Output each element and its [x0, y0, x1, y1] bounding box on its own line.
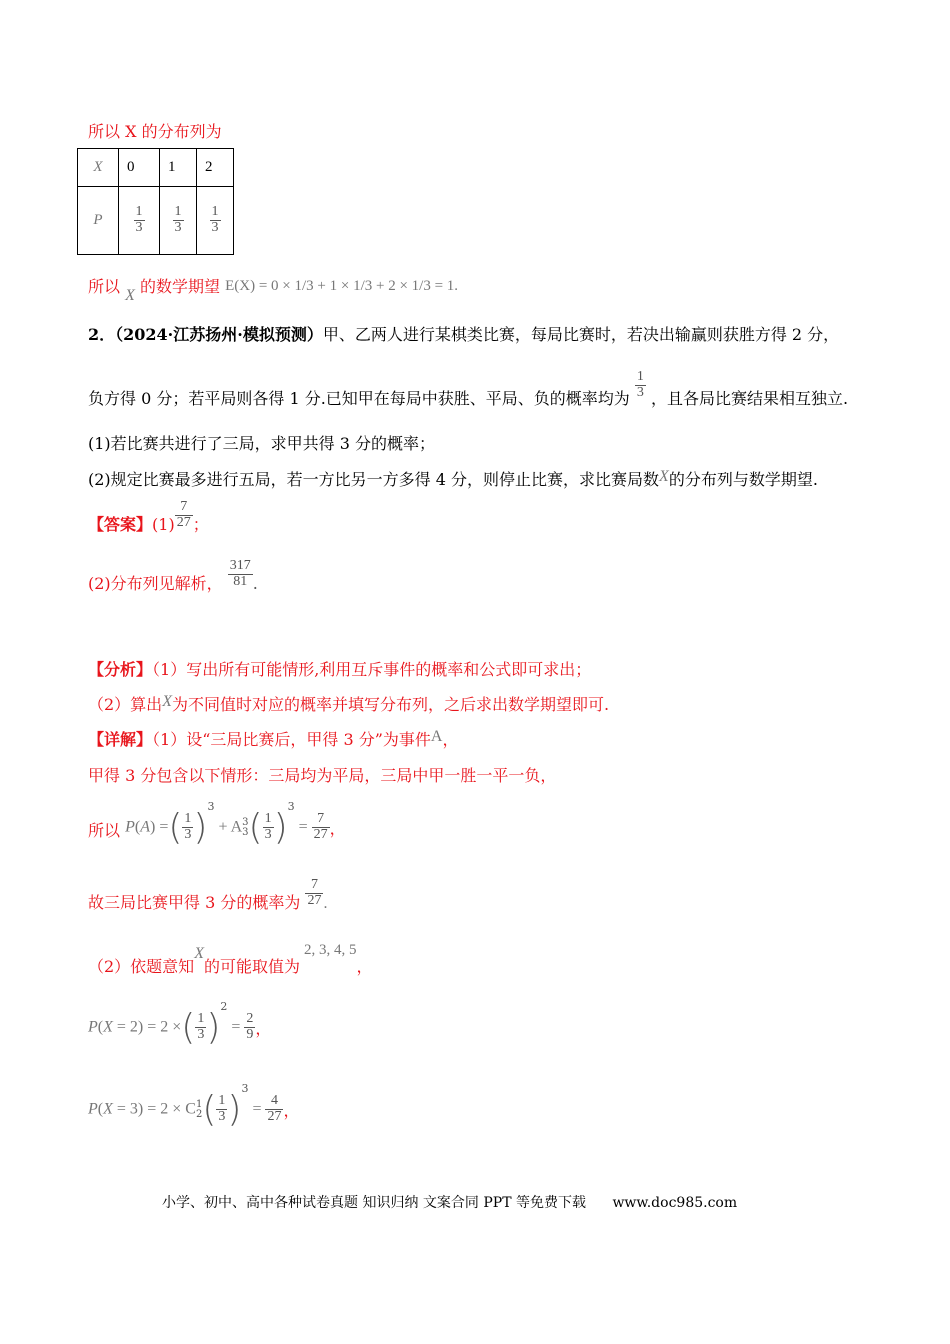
expectation-line: 所以 X 的数学期望 E(X) = 0 × 1/3 + 1 × 1/3 + 2 × 1/3 = 1. [88, 277, 459, 304]
table-cell: $\frac{1}{3}$ [160, 187, 197, 255]
footer [162, 1192, 737, 1212]
footer-text: 小学、初中、高中各种试卷真题 知识归纳 文案合同 PPT 等免费下载 [162, 1195, 586, 1211]
table-cell: $\frac{1}{3}$ [119, 187, 160, 255]
answer-part2: (2)分布列见解析， $\frac{317}{81}$ . [88, 558, 258, 593]
analysis-line2: （2）算出X为不同值时对应的概率并填写分布列，之后求出数学期望即可. [88, 693, 610, 714]
detail-line2: 甲得 3 分包含以下情形：三局均为平局，三局中甲一胜一平一负， [88, 766, 557, 785]
formula-px2: P(X = 2) = 2 ×( $\frac{1}{3}$ )$^2$ = $\frac{2}{9}$ ， [88, 1000, 272, 1048]
answer-part1: 【答案】(1) $\frac{7}{27}$ ； [88, 499, 209, 534]
dist-intro: 所以 X 的分布列为 [88, 122, 222, 141]
formula-pa: 所以 P(A) =( $\frac{1}{3}$ )$^3$ + A3 3( $\frac{1}{3}$ )$^3$ = $\frac{7}{27}$ ， [88, 800, 346, 848]
question-1: (1)若比赛共进行了三局，求甲共得 3 分的概率； [88, 434, 436, 453]
problem-2-line2: 负方得 0 分；若平局则各得 1 分.已知甲在每局中获胜、平局、负的概率均为 $\frac{1}{3}$ ，且各局比赛结果相互独立. [88, 369, 849, 408]
footer-url[interactable]: www.doc985.com [612, 1195, 738, 1211]
table-header-cell: X [78, 149, 119, 187]
table-row-label: P [78, 187, 119, 255]
detail-line1: 【详解】（1）设“三局比赛后，甲得 3 分”为事件A， [88, 728, 459, 749]
distribution-table [77, 148, 234, 255]
question-2: (2)规定比赛最多进行五局，若一方比另一方多得 4 分，则停止比赛，求比赛局数X的分布列与数学期望. [88, 468, 818, 489]
formula-px3: P(X = 3) = 2 × C1 2( $\frac{1}{3}$ )$^3$ = $\frac{4}{27}$ ， [88, 1082, 300, 1130]
expectation-formula: E(X) = 0 × 1/3 + 1 × 1/3 + 2 × 1/3 = 1. [225, 278, 459, 294]
analysis-line1: 【分析】（1）写出所有可能情形,利用互斥事件的概率和公式即可求出； [88, 660, 592, 679]
table-header-cell: 0 [119, 149, 160, 187]
detail-line5: （2）依题意知X的可能取值为2, 3, 4, 5， [88, 942, 373, 976]
table-header-cell: 2 [197, 149, 234, 187]
detail-line4: 故三局比赛甲得 3 分的概率为 $\frac{7}{27}$ . [88, 877, 328, 912]
problem-2-line1: 2．（2024·江苏扬州·模拟预测）甲、乙两人进行某棋类比赛，每局比赛时，若决出输赢则获胜方得 2 分， [88, 325, 840, 344]
table-header-cell: 1 [160, 149, 197, 187]
table-cell: $\frac{1}{3}$ [197, 187, 234, 255]
